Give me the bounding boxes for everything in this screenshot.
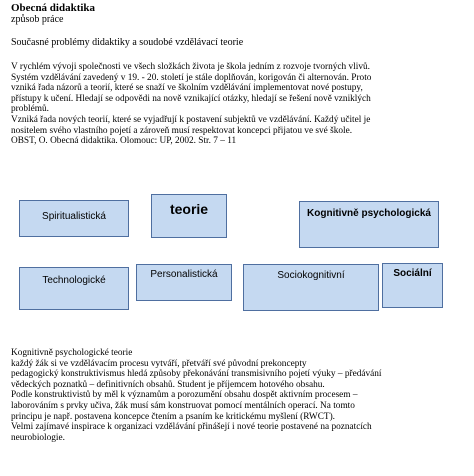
box-kognitivne-psychologicka <box>299 201 439 248</box>
citation-line: OBST, O. Obecná didaktika. Olomouc: UP, 2002. Str. 7 – 11 <box>11 136 237 147</box>
intro-paragraph <box>11 62 466 147</box>
section2-line: Podle konstruktivistů by měl k významům a porozumění obsahu dospět aktivním procesem – <box>11 390 358 401</box>
box-label: Spiritualistická <box>42 211 106 222</box>
intro-line: Vzniká řada nových teorií, které se vyjadřují k postavení subjektů ve vzdělávání. Každý učitel je <box>11 114 371 125</box>
box-sociokognitivni <box>243 264 379 311</box>
box-label: teorie <box>169 201 209 217</box>
topic-heading: Současné problémy didaktiky a soudobé vzdělávací teorie <box>11 37 244 48</box>
section2-line: laborováním s prvky učiva, žák musí sám konstruovat pomocí mentálních operací. Na tomto <box>11 400 355 411</box>
intro-line: Systém vzdělávání zavedený v 19. - 20. století je stále doplňován, korigován či alternován. Proto <box>11 72 372 83</box>
intro-line: nositelem svého vlastního pojetí a zároveň musí respektovat koncepci přijatou ve své škole. <box>11 125 353 136</box>
box-socialni <box>382 263 443 308</box>
box-personalisticka <box>136 264 232 301</box>
box-label: Sociokognitivní <box>277 270 345 281</box>
section2-line: Velmi zajímavé inspirace k organizaci vzdělávání přinášejí i nové teorie postavené na poznatcích <box>11 422 372 433</box>
section2-paragraph <box>11 348 466 443</box>
box-label: Technologické <box>42 275 106 286</box>
intro-line: přístupy k učení. Hledají se odpovědi na nově vznikající otázky, hledají se řešení nově vzniklých <box>11 93 371 104</box>
document-subtitle: způsob práce <box>11 14 64 25</box>
box-technologicke <box>19 267 129 310</box>
box-label: Personalistická <box>150 269 218 280</box>
box-label: Kognitivně psychologická <box>307 208 431 219</box>
document-title: Obecná didaktika <box>11 2 96 14</box>
section2-heading: Kognitivně psychologické teorie <box>11 348 133 358</box>
section2-line: vědeckých poznatků – definitivních obsahů. Student je příjemcem hotového obsahu. <box>11 379 325 390</box>
section2-line: principu je např. postavena koncepce čtením a psaním ke kritickému myšlení (RWCT). <box>11 411 336 422</box>
box-teorie <box>151 194 227 238</box>
intro-line: V rychlém vývoji společnosti ve všech složkách života je škola jedním z rozvoje tvorných vlivů. <box>11 62 370 72</box>
section2-line: pedagogický konstruktivismus hledá způsoby překonávání transmisivního pojetí výuky – předávání <box>11 369 382 380</box>
intro-line: problémů. <box>11 104 49 115</box>
section2-line: neurobiologie. <box>11 432 65 443</box>
box-label: Sociální <box>393 268 432 279</box>
box-spiritualisticka <box>19 200 129 237</box>
intro-line: vzniká řada názorů a teorií, které se snaží ve školním vzdělávání implementovat nové postupy, <box>11 83 363 94</box>
section2-line: každý žák si ve vzdělávacím procesu vytváří, přetváří své původní prekoncepty <box>11 358 307 369</box>
